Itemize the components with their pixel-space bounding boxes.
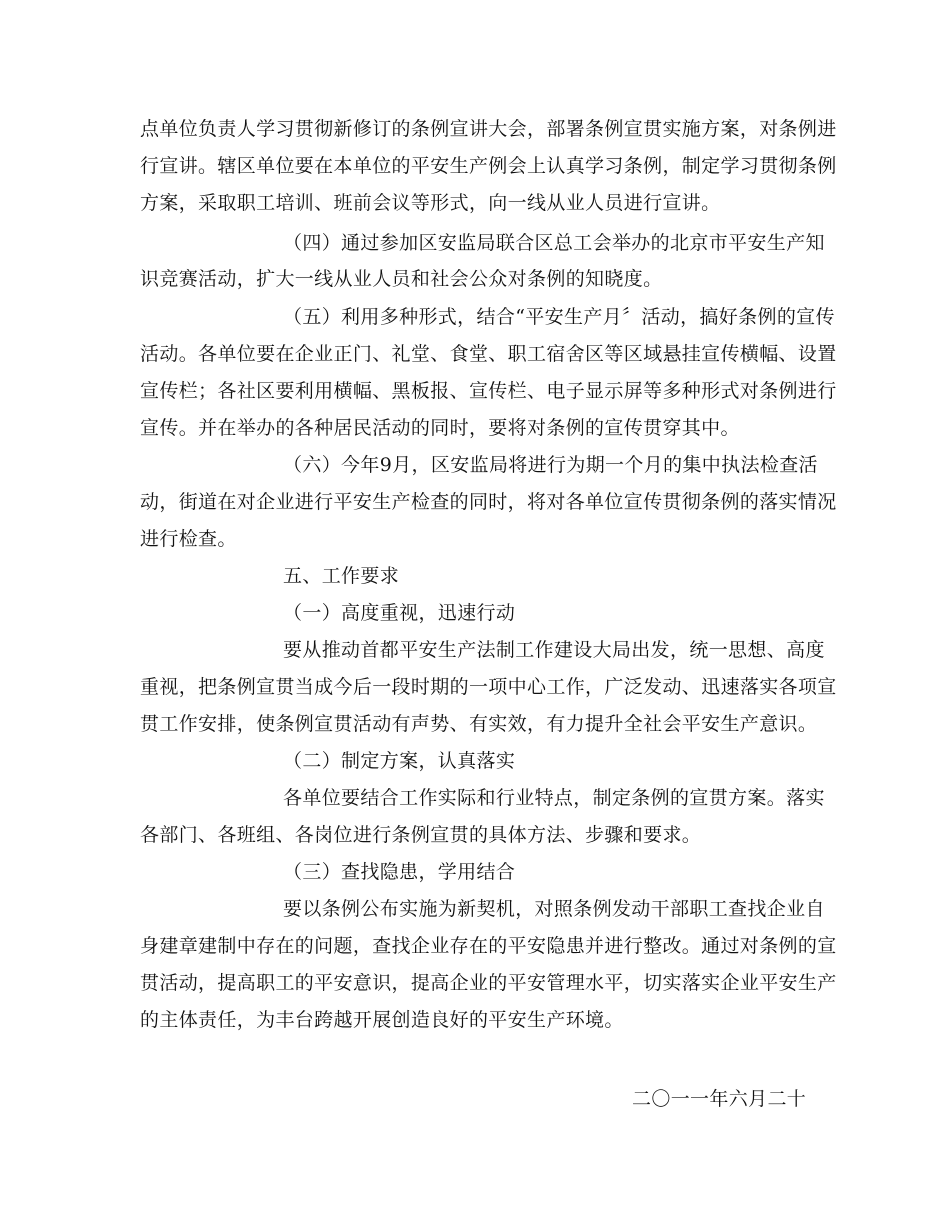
paragraph-line: 的主体责任，为丰台跨越开展创造良好的平安生产环境。 — [140, 1009, 624, 1031]
paragraph-line: 宣传栏；各社区要利用横幅、黑板报、宣传栏、电子显示屏等多种形式对条例进行 — [140, 380, 837, 402]
paragraph-line: 各单位要结合工作实际和行业特点，制定条例的宣贯方案。落实 — [283, 787, 825, 809]
paragraph-line: 贯工作安排，使条例宣贯活动有声势、有实效，有力提升全社会平安生产意识。 — [140, 713, 818, 735]
paragraph-line: 重视，把条例宣贯当成今后一段时期的一项中心工作，广泛发动、迅速落实各项宣 — [140, 676, 837, 698]
paragraph-line: 各部门、各班组、各岗位进行条例宣贯的具体方法、步骤和要求。 — [140, 824, 702, 846]
paragraph-line: （五）利用多种形式，结合“平安生产月〞活动，搞好条例的宣传 — [283, 306, 835, 328]
paragraph-line: 行宣讲。辖区单位要在本单位的平安生产例会上认真学习条例，制定学习贯彻条例 — [140, 155, 837, 177]
subsection-heading: （一）高度重视，迅速行动 — [283, 602, 516, 624]
paragraph-line: （四）通过参加区安监局联合区总工会举办的北京市平安生产知 — [283, 232, 825, 254]
document-date: 二〇一一年六月二十 — [632, 1088, 807, 1110]
subsection-heading: （二）制定方案，认真落实 — [283, 750, 516, 772]
paragraph-line: 宣传。并在举办的各种居民活动的同时，要将对条例的宣传贯穿其中。 — [140, 417, 740, 439]
paragraph-line: 要以条例公布实施为新契机，对照条例发动干部职工查找企业自 — [283, 898, 825, 920]
paragraph-line: 要从推动首都平安生产法制工作建设大局出发，统一思想、高度 — [283, 639, 825, 661]
paragraph-line: 贯活动，提高职工的平安意识，提高企业的平安管理水平，切实落实企业平安生产 — [140, 972, 837, 994]
paragraph-line: 方案，采取职工培训、班前会议等形式，向一线从业人员进行宣讲。 — [140, 192, 721, 214]
paragraph-line: 点单位负责人学习贯彻新修订的条例宣讲大会，部署条例宣贯实施方案，对条例进 — [140, 118, 837, 140]
section-heading: 五、工作要求 — [283, 565, 400, 587]
paragraph-line: 活动。各单位要在企业正门、礼堂、食堂、职工宿舍区等区域悬挂宣传横幅、设置 — [140, 343, 837, 365]
paragraph-line: （六）今年9月，区安监局将进行为期一个月的集中执法检查活 — [283, 454, 818, 476]
paragraph-line: 识竞赛活动，扩大一线从业人员和社会公众对条例的知晓度。 — [140, 268, 663, 290]
subsection-heading: （三）查找隐患，学用结合 — [283, 861, 516, 883]
paragraph-line: 进行检查。 — [140, 528, 237, 550]
paragraph-line: 动，街道在对企业进行平安生产检查的同时，将对各单位宣传贯彻条例的落实情况 — [140, 491, 837, 513]
paragraph-line: 身建章建制中存在的问题，查找企业存在的平安隐患并进行整改。通过对条例的宣 — [140, 935, 837, 957]
